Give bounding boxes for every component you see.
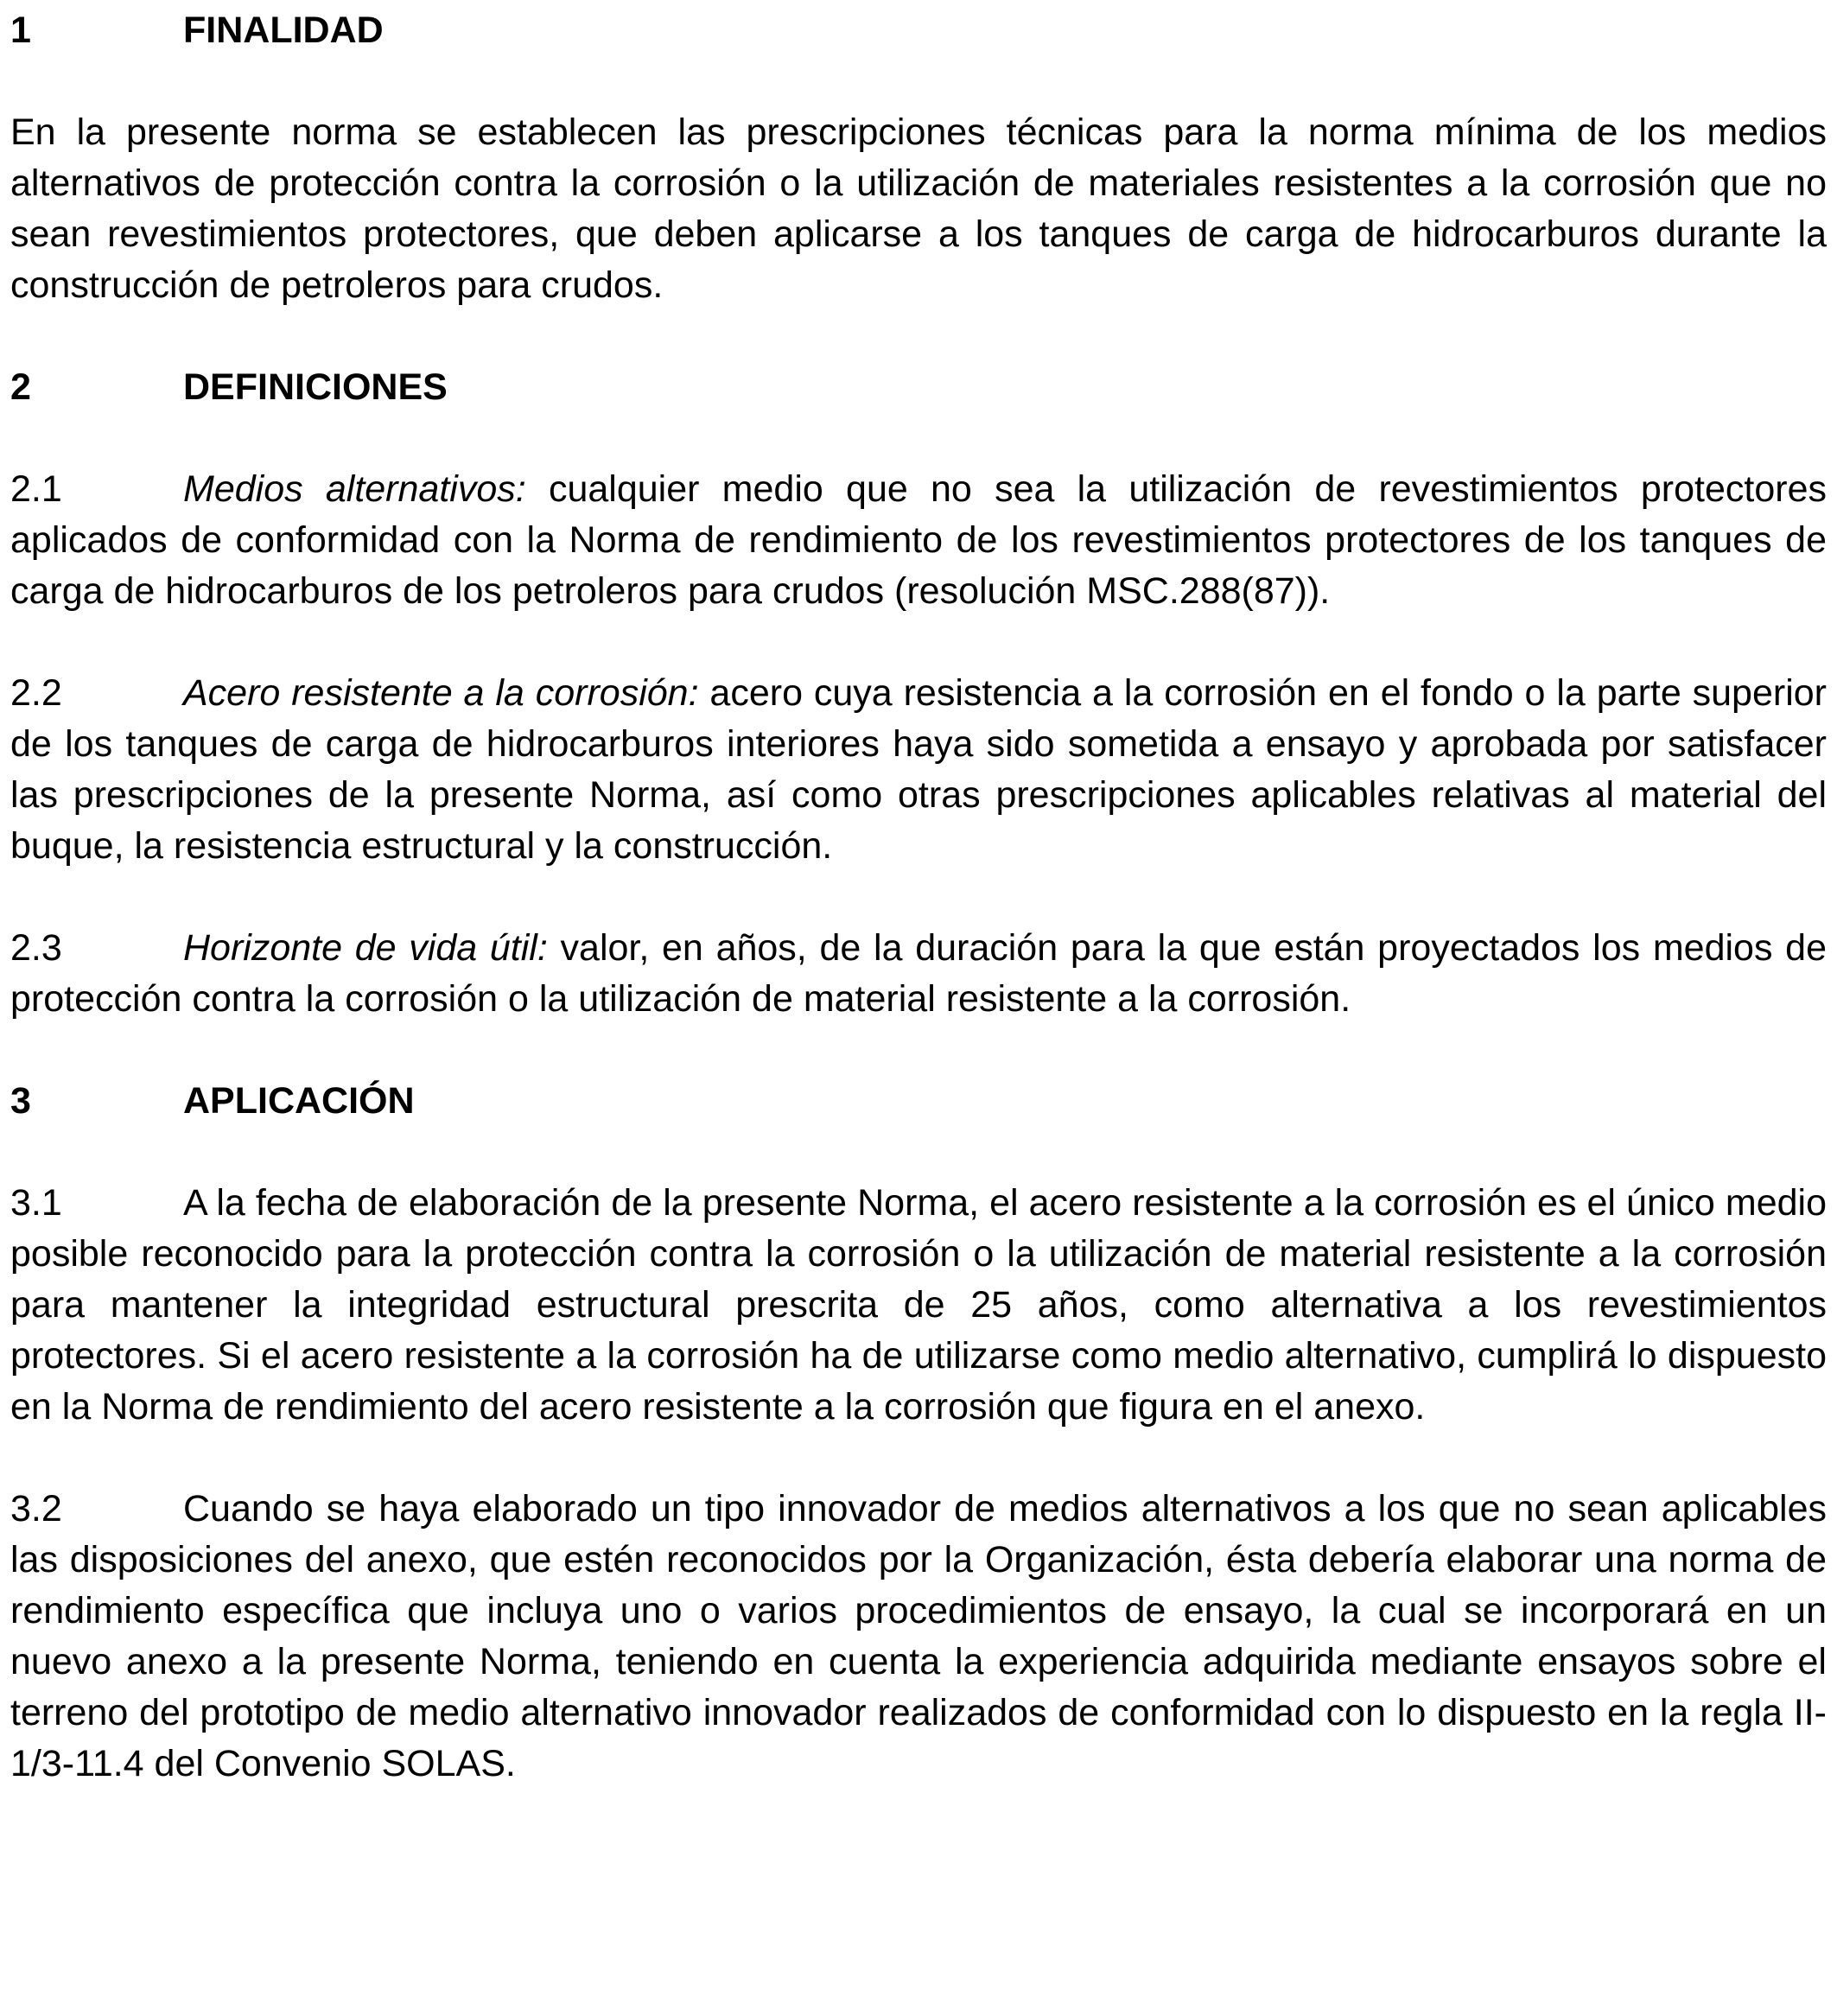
paragraph-2-1 bbox=[10, 464, 1827, 617]
paragraph-2-2-number: 2.2 bbox=[10, 672, 62, 714]
paragraph-2-1-number: 2.1 bbox=[10, 468, 62, 510]
paragraph-3-1 bbox=[10, 1178, 1827, 1433]
paragraph-2-3-term: Horizonte de vida útil: bbox=[183, 927, 548, 969]
paragraph-3-2-number: 3.2 bbox=[10, 1488, 62, 1529]
section-1-paragraph bbox=[10, 107, 1827, 311]
paragraph-2-3-text: valor, en años, de la duración para la que están proyectados los medios de protección contra la corrosión o la utilización de material resistente a la corrosión. bbox=[10, 927, 1827, 1020]
paragraph-3-2 bbox=[10, 1484, 1827, 1790]
paragraph-2-2 bbox=[10, 668, 1827, 872]
section-2-heading bbox=[10, 362, 1827, 413]
paragraph-3-2-text: Cuando se haya elaborado un tipo innovador de medios alternativos a los que no sean aplicables las disposiciones del anexo, que estén reconocidos por la Organización, ésta debería elaborar una norma de rendimiento específica que incluya uno o varios procedimientos de ensayo, la cual se incorporará en un nuevo anexo a la presente Norma, teniendo en cuenta la experiencia adquirida mediante ensayos sobre el terreno del prototipo de medio alternativo innovador realizados de conformidad con lo dispuesto en la regla II-1/3-11.4 del Convenio SOLAS. bbox=[10, 1488, 1827, 1784]
section-3-title: APLICACIÓN bbox=[183, 1080, 415, 1122]
section-2-number: 2 bbox=[10, 366, 31, 408]
paragraph-2-2-term: Acero resistente a la corrosión: bbox=[183, 672, 699, 714]
section-1-title: FINALIDAD bbox=[183, 10, 384, 51]
paragraph-2-3 bbox=[10, 923, 1827, 1025]
paragraph-2-1-text: cualquier medio que no sea la utilización de revestimientos protectores aplicados de conformidad con la Norma de rendimiento de los revestimientos protectores de los tanques de carga de hidrocarburos de los petroleros para crudos (resolución MSC.288(87)). bbox=[10, 468, 1827, 612]
paragraph-2-3-number: 2.3 bbox=[10, 927, 62, 969]
paragraph-2-2-text: acero cuya resistencia a la corrosión en el fondo o la parte superior de los tanques de carga de hidrocarburos interiores haya sido sometida a ensayo y aprobada por satisfacer las prescripciones de la presente Norma, así como otras prescripciones aplicables relativas al material del buque, la resistencia estructural y la construcción. bbox=[10, 672, 1827, 867]
paragraph-2-1-term: Medios alternativos: bbox=[183, 468, 526, 510]
section-3-heading bbox=[10, 1076, 1827, 1127]
document-page bbox=[10, 0, 1827, 1790]
section-2-title: DEFINICIONES bbox=[183, 366, 448, 408]
section-3-number: 3 bbox=[10, 1080, 31, 1122]
paragraph-3-1-text: A la fecha de elaboración de la presente Norma, el acero resistente a la corrosión es el único medio posible reconocido para la protección contra la corrosión o la utilización de material resistente a la corrosión para mantener la integridad estructural prescrita de 25 años, como alternativa a los revestimientos protectores. Si el acero resistente a la corrosión ha de utilizarse como medio alternativo, cumplirá lo dispuesto en la Norma de rendimiento del acero resistente a la corrosión que figura en el anexo. bbox=[10, 1182, 1827, 1428]
paragraph-3-1-number: 3.1 bbox=[10, 1182, 62, 1224]
section-1-paragraph-text: En la presente norma se establecen las prescripciones técnicas para la norma mínima de los medios alternativos de protección contra la corrosión o la utilización de materiales resistentes a la corrosión que no sean revestimientos protectores, que deben aplicarse a los tanques de carga de hidrocarburos durante la construcción de petroleros para crudos. bbox=[10, 111, 1827, 306]
section-1-number: 1 bbox=[10, 10, 31, 51]
section-1-heading bbox=[10, 5, 1827, 56]
